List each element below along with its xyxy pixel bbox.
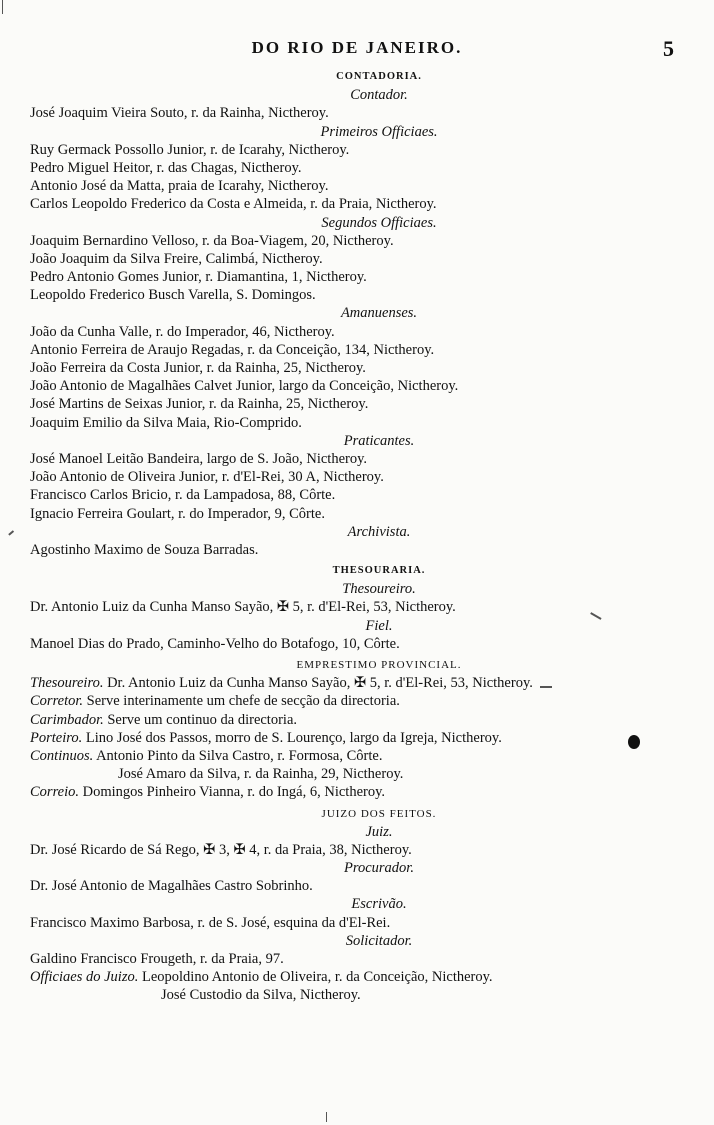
page-header [0, 36, 714, 60]
directory-content [30, 68, 680, 1005]
entry-role: Continuos. [30, 747, 94, 764]
entry-procurador: Dr. José Antonio de Magalhães Castro Sobrinho. [30, 878, 313, 895]
scan-mark [8, 530, 14, 535]
role-head-fiel: Fiel. [365, 617, 393, 634]
role-head-juiz: Juiz. [365, 823, 393, 840]
scan-mark [2, 0, 3, 14]
scan-mark [540, 686, 552, 688]
entry-emprestimo [30, 692, 680, 710]
entry-archivista: Agostinho Maximo de Souza Barradas. [30, 541, 259, 558]
entry-segundo: Joaquim Bernardino Velloso, r. da Boa-Viagem, 20, Nictheroy. [30, 232, 394, 249]
role-head-solicitador: Solicitador. [345, 932, 413, 949]
entry-text: Serve interinamente um chefe de secção da directoria. [83, 693, 400, 710]
entry-contador: José Joaquim Vieira Souto, r. da Rainha, Nictheroy. [30, 105, 329, 122]
entry-emprestimo [30, 747, 680, 765]
entry-emprestimo [30, 674, 680, 692]
entry-amanuense: João da Cunha Valle, r. do Imperador, 46, Nictheroy. [30, 323, 335, 340]
entry-text: Leopoldino Antonio de Oliveira, r. da Conceição, Nictheroy. [138, 969, 493, 986]
role-head-praticantes: Praticantes. [343, 432, 415, 449]
section-title-juizo: JUIZO DOS FEITOS. [321, 807, 437, 820]
entry-amanuense: Joaquim Emilio da Silva Maia, Rio-Comprido. [30, 414, 302, 431]
role-head-escrivao: Escrivão. [351, 896, 407, 913]
entry-primeiro: Antonio José da Matta, praia de Icarahy, Nictheroy. [30, 178, 329, 195]
entry-thesoureiro: Dr. Antonio Luiz da Cunha Manso Sayão, ✠ 5, r. d'El-Rei, 53, Nictheroy. [30, 599, 456, 616]
entry-text: Domingos Pinheiro Vianna, r. do Ingá, 6, Nictheroy. [79, 784, 386, 801]
ink-blot-mark [628, 735, 640, 749]
entry-praticante: Ignacio Ferreira Goulart, r. do Imperador, 9, Côrte. [30, 505, 325, 522]
entry-emprestimo [30, 729, 680, 747]
entry-correio [30, 783, 680, 801]
scan-mark [326, 1112, 327, 1122]
entry-praticante: José Manoel Leitão Bandeira, largo de S. João, Nictheroy. [30, 450, 368, 467]
entry-juiz: Dr. José Ricardo de Sá Rego, ✠ 3, ✠ 4, r. da Praia, 38, Nictheroy. [30, 841, 412, 858]
entry-segundo: Leopoldo Frederico Busch Varella, S. Domingos. [30, 287, 316, 304]
role-head-archivista: Archivista. [347, 523, 411, 540]
role-head-primeiros: Primeiros Officiaes. [320, 123, 438, 140]
entry-continuo-extra: José Amaro da Silva, r. da Rainha, 29, Nictheroy. [118, 766, 404, 783]
entry-text: Lino José dos Passos, morro de S. Lourenço, largo da Igreja, Nictheroy. [82, 729, 502, 746]
entry-officiaes: José Custodio da Silva, Nictheroy. [161, 987, 361, 1004]
entry-text: Serve um continuo da directoria. [103, 711, 298, 728]
role-head-segundos: Segundos Officiaes. [321, 214, 437, 231]
entry-amanuense: João Antonio de Magalhães Calvet Junior, largo da Conceição, Nictheroy. [30, 378, 459, 395]
entry-role: Officiaes do Juizo. [30, 969, 139, 986]
role-head-procurador: Procurador. [344, 860, 414, 877]
role-head-amanuenses: Amanuenses. [340, 305, 418, 322]
entry-praticante: João Antonio de Oliveira Junior, r. d'El-Rei, 30 A, Nictheroy. [30, 469, 384, 486]
section-title-emprestimo: EMPRESTIMO PROVINCIAL. [296, 659, 462, 671]
section-title-contadoria: CONTADORIA. [336, 71, 422, 82]
entry-solicitador: Galdino Francisco Frougeth, r. da Praia, 97. [30, 951, 284, 967]
entry-emprestimo [30, 711, 680, 729]
page-number: 5 [663, 36, 674, 61]
running-title: DO RIO DE JANEIRO. [251, 38, 463, 57]
entry-fiel: Manoel Dias do Prado, Caminho-Velho do Botafogo, 10, Côrte. [30, 635, 400, 652]
entry-escrivao: Francisco Maximo Barbosa, r. de S. José, esquina da d'El-Rei. [30, 914, 391, 931]
section-title-thesouraria: THESOURARIA. [332, 565, 426, 577]
entry-segundo: João Joaquim da Silva Freire, Calimbá, Nictheroy. [30, 250, 323, 267]
entry-amanuense: João Ferreira da Costa Junior, r. da Rainha, 25, Nictheroy. [30, 360, 366, 376]
entry-role: Corretor. [30, 693, 84, 710]
entry-amanuense: Antonio Ferreira de Araujo Regadas, r. da Conceição, 134, Nictheroy. [30, 341, 435, 358]
entry-role: Correio. [30, 784, 80, 801]
entry-role: Porteiro. [30, 729, 83, 746]
entry-primeiro: Ruy Germack Possollo Junior, r. de Icarahy, Nictheroy. [30, 141, 350, 158]
entry-primeiro: Pedro Miguel Heitor, r. das Chagas, Nictheroy. [30, 159, 302, 176]
entry-officiaes [30, 968, 680, 986]
entry-primeiro: Carlos Leopoldo Frederico da Costa e Almeida, r. da Praia, Nictheroy. [30, 196, 437, 213]
entry-role: Carimbador. [30, 711, 104, 728]
entry-praticante: Francisco Carlos Bricio, r. da Lampadosa, 88, Côrte. [30, 487, 336, 504]
entry-text: Dr. Antonio Luiz da Cunha Manso Sayão, ✠ 5, r. d'El-Rei, 53, Nictheroy. [103, 675, 533, 692]
entry-role: Thesoureiro. [30, 675, 104, 692]
entry-text: Antonio Pinto da Silva Castro, r. Formosa, Côrte. [93, 747, 383, 764]
role-head-contador: Contador. [350, 87, 408, 104]
entry-segundo: Pedro Antonio Gomes Junior, r. Diamantina, 1, Nictheroy. [30, 269, 367, 286]
role-head-thesoureiro: Thesoureiro. [342, 581, 416, 598]
entry-amanuense: José Martins de Seixas Junior, r. da Rainha, 25, Nictheroy. [30, 396, 369, 413]
